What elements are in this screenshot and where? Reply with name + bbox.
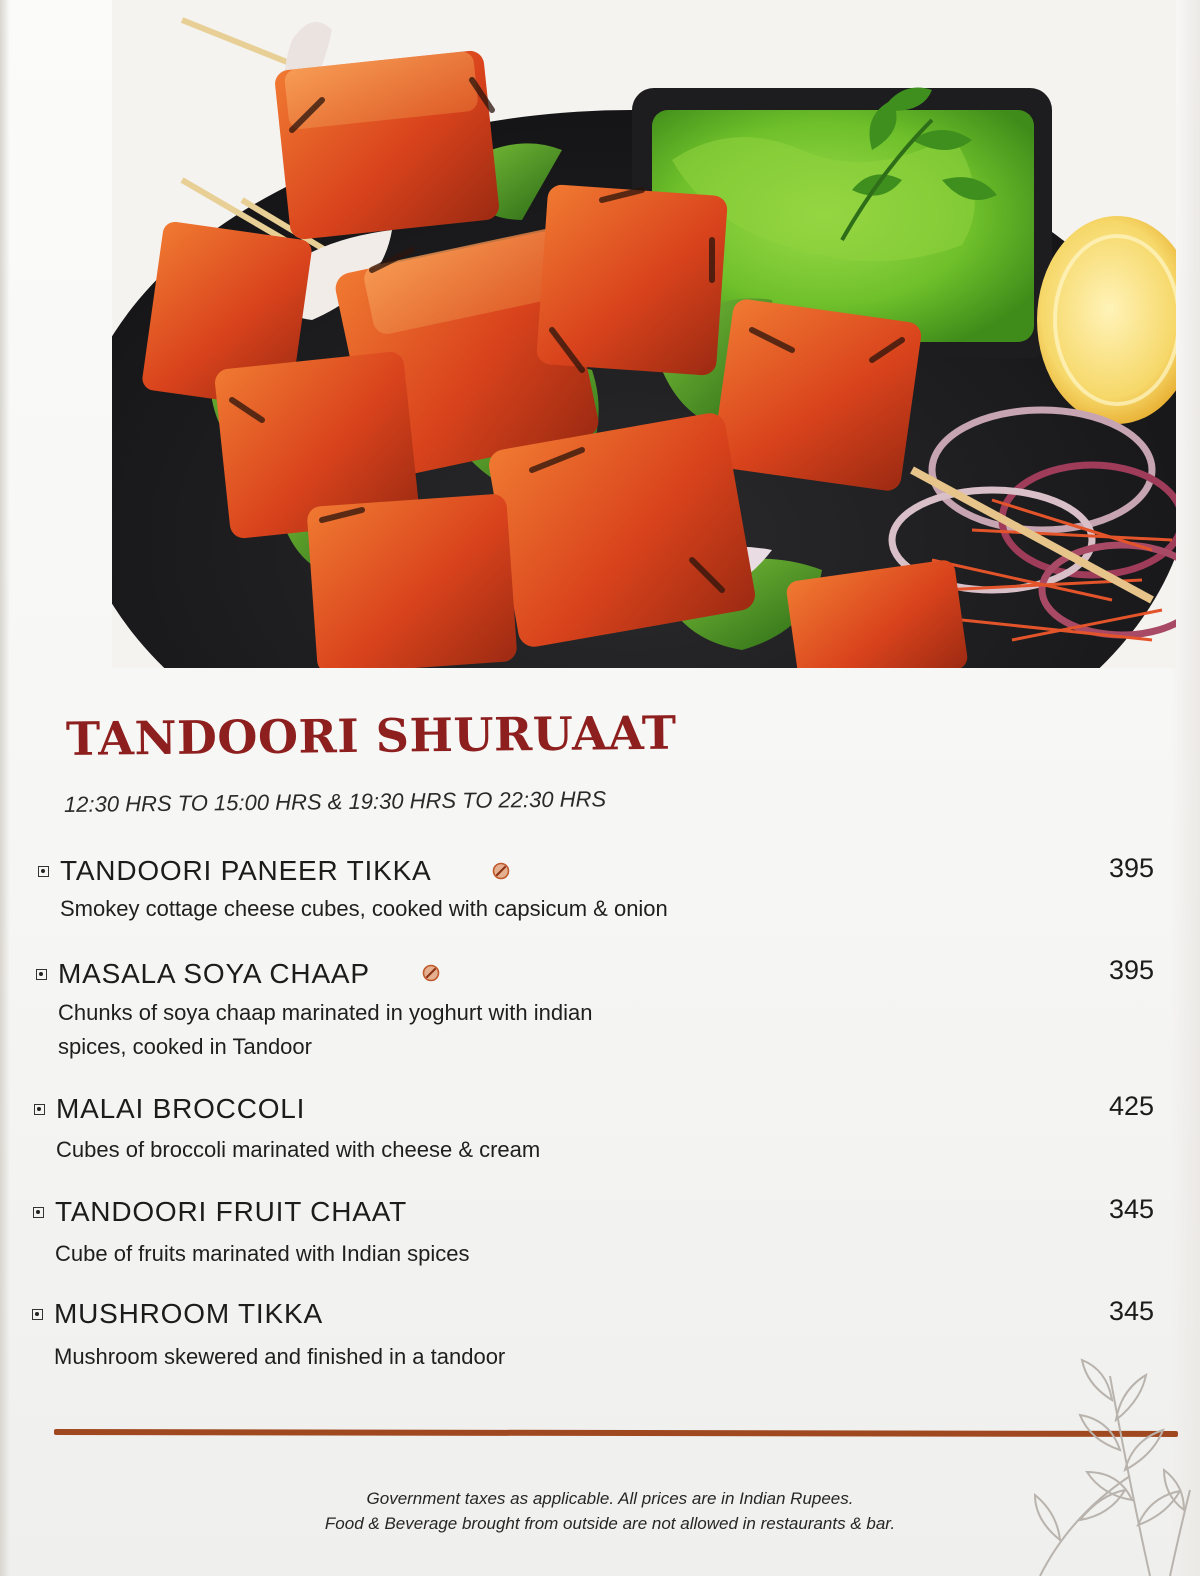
menu-item-name: TANDOORI FRUIT CHAAT [55,1196,407,1227]
menu-item-description-line: spices, cooked in Tandoor [58,1034,312,1059]
menu-item-description [58,996,592,1064]
menu-item-price: 425 [1108,1091,1154,1121]
menu-item-description [55,1237,470,1271]
veg-indicator-icon [32,1309,43,1320]
floral-decoration-icon [1000,1340,1200,1576]
menu-item-name: MASALA SOYA CHAAP [58,958,370,989]
menu-item-description-line: Cube of fruits marinated with Indian spices [55,1241,470,1266]
menu-item-description-line: Chunks of soya chaap marinated in yoghurt with indian [58,1000,593,1025]
footer-note-outside-food: Food & Beverage brought from outside are not allowed in restaurants & bar. [324,1514,896,1533]
veg-indicator-icon [38,866,49,877]
veg-indicator-icon [34,1104,45,1115]
veg-indicator-icon [33,1207,44,1218]
signature-dish-icon [492,862,510,880]
menu-item-description [56,1133,540,1167]
menu-item-price: 395 [1108,853,1154,883]
section-title: TANDOORI SHURUAAT [65,705,677,766]
menu-item-price: 345 [1108,1296,1154,1326]
menu-item-description [60,892,668,926]
menu-item-description-line: Smokey cottage cheese cubes, cooked with capsicum & onion [60,896,668,921]
menu-item-description-line: Mushroom skewered and finished in a tandoor [54,1344,506,1369]
menu-item-price: 345 [1108,1194,1154,1224]
signature-dish-icon [422,964,440,982]
menu-item-name: MALAI BROCCOLI [56,1093,306,1124]
menu-item-description [54,1340,505,1374]
menu-item-name: TANDOORI PANEER TIKKA [60,855,432,886]
footer-note-taxes: Government taxes as applicable. All prices are in Indian Rupees. [366,1489,854,1508]
menu-item-description-line: Cubes of broccoli marinated with cheese & cream [56,1137,541,1162]
service-hours: 12:30 HRS TO 15:00 HRS & 19:30 HRS TO 22:30 HRS [63,786,607,817]
veg-indicator-icon [36,969,47,980]
menu-item-price: 395 [1108,955,1154,985]
menu-item-name: MUSHROOM TIKKA [54,1298,323,1329]
